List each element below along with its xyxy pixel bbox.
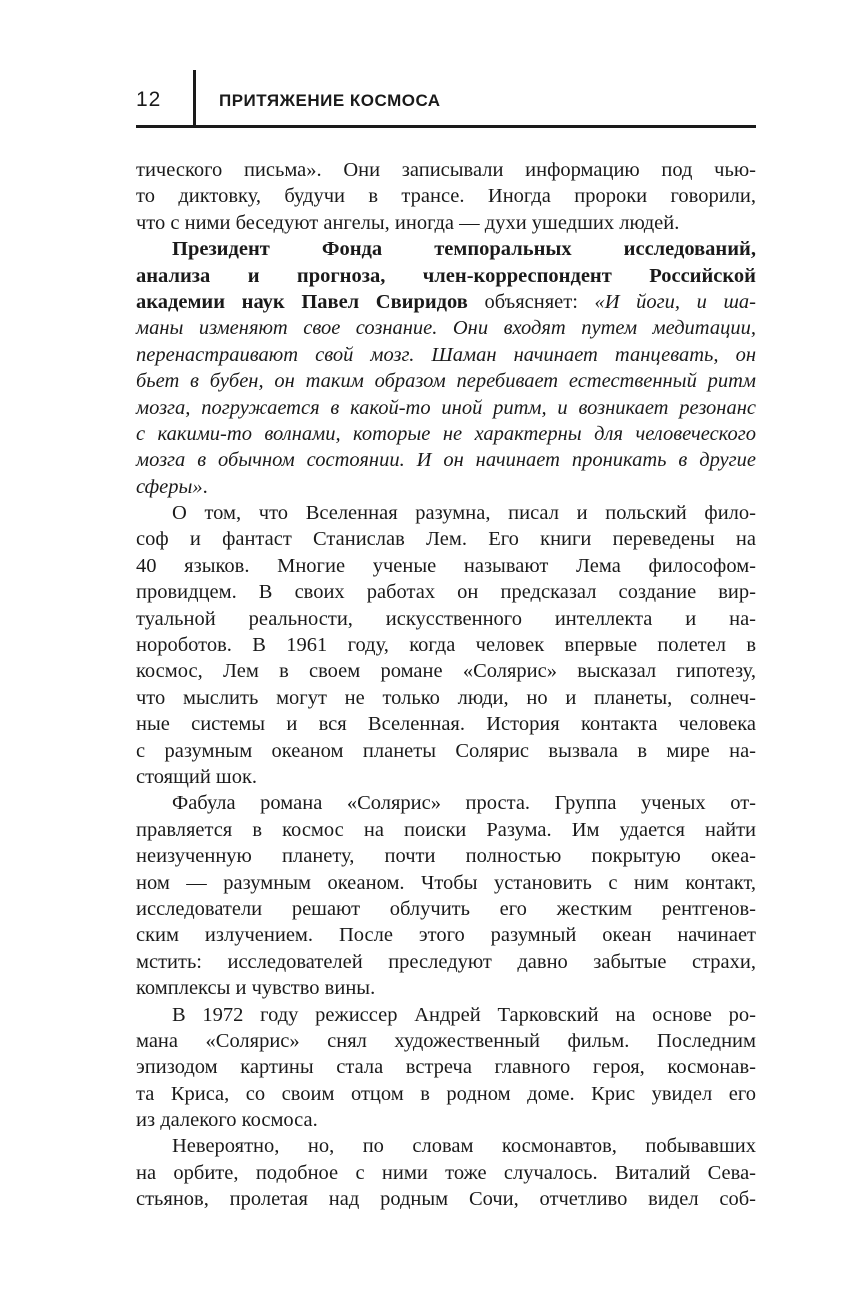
text-line: туальной реальности, искусственного интеллекта и на-	[136, 607, 756, 630]
text-line: мана «Солярис» снял художественный фильм. Последним	[136, 1029, 756, 1052]
text-span: .	[202, 475, 208, 498]
text-line: стьянов, пролетая над родным Сочи, отчетливо видел соб-	[136, 1188, 756, 1211]
text-line: неизученную планету, почти полностью покрытую океа-	[136, 845, 756, 868]
text-line: из далекого космоса.	[136, 1109, 318, 1132]
text-line: эпизодом картины стала встреча главного героя, космонав-	[136, 1056, 756, 1079]
quote-line: мозга в обычном состоянии. И он начинает проникать в другие	[136, 449, 756, 472]
quote-end: сферы»	[136, 475, 203, 498]
text-line: провидцем. В своих работах он предсказал создание вир-	[136, 581, 756, 604]
text-line: О том, что Вселенная разумна, писал и польский фило-	[172, 502, 756, 525]
text-line: исследователи решают облучить его жестким рентгенов-	[136, 897, 756, 920]
text-line: ским излучением. После этого разумный океан начинает	[136, 924, 756, 947]
text-line: на орбите, подобное с ними тоже случалось. Виталий Сева-	[136, 1161, 756, 1184]
quote-line: маны изменяют свое сознание. Они входят путем медитации,	[136, 317, 756, 340]
page-number: 12	[136, 88, 162, 111]
running-title: ПРИТЯЖЕНИЕ КОСМОСА	[219, 91, 441, 110]
text-line: тического письма». Они записывали информацию под чью-	[136, 159, 756, 181]
header-horizontal-rule	[136, 125, 756, 128]
text-line: правляется в космос на поиски Разума. Им удается найти	[136, 818, 756, 841]
page-header	[136, 70, 756, 128]
text-line: комплексы и чувство вины.	[136, 977, 376, 1000]
text-line: что мыслить могут не только люди, но и планеты, солнеч-	[136, 686, 756, 709]
text-line: Президент Фонда темпоральных исследований,	[172, 238, 756, 261]
quote-line: с какими-то волнами, которые не характерны для человеческого	[136, 422, 756, 445]
text-line: что с ними беседуют ангелы, иногда — духи ушедших людей.	[136, 211, 680, 234]
text-line: Фабула романа «Солярис» проста. Группа ученых от-	[172, 792, 756, 815]
text-line: соф и фантаст Станислав Лем. Его книги переведены на	[136, 528, 756, 551]
text-line: 40 языков. Многие ученые называют Лема философом-	[136, 554, 756, 577]
text-line: то диктовку, будучи в трансе. Иногда пророки говорили,	[136, 185, 756, 208]
text-line: В 1972 году режиссер Андрей Тарковский на основе ро-	[172, 1003, 756, 1026]
text-line: мстить: исследователей преследуют давно забытые страхи,	[136, 950, 756, 973]
speaker-name: академии наук Павел Свиридов	[136, 290, 468, 313]
text-line: космос, Лем в своем романе «Солярис» высказал гипотезу,	[136, 660, 756, 683]
text-line: та Криса, со своим отцом в родном доме. Крис увидел его	[136, 1082, 756, 1105]
text-line: стоящий шок.	[136, 765, 258, 788]
text-line	[136, 289, 756, 315]
text-span: объясняет:	[467, 290, 595, 313]
body-text	[136, 157, 756, 1213]
text-line	[136, 474, 756, 500]
quote-line: мозга, погружается в какой-то иной ритм, и возникает резонанс	[136, 396, 756, 419]
text-line: Невероятно, но, по словам космонавтов, побывавших	[172, 1135, 756, 1158]
text-line: нороботов. В 1961 году, когда человек впервые полетел в	[136, 634, 756, 657]
header-vertical-rule	[193, 70, 196, 126]
quote-start: «И йоги, и ша-	[594, 290, 756, 313]
quote-line: перенастраивают свой мозг. Шаман начинает танцевать, он	[136, 343, 756, 366]
text-line: ном — разумным океаном. Чтобы установить с ним контакт,	[136, 871, 756, 894]
text-line: ные системы и вся Вселенная. История контакта человека	[136, 713, 756, 736]
text-line: с разумным океаном планеты Солярис вызвала в мире на-	[136, 739, 756, 762]
quote-line: бьет в бубен, он таким образом перебивает естественный ритм	[136, 370, 756, 393]
text-line: анализа и прогноза, член-корреспондент Российской	[136, 264, 756, 287]
